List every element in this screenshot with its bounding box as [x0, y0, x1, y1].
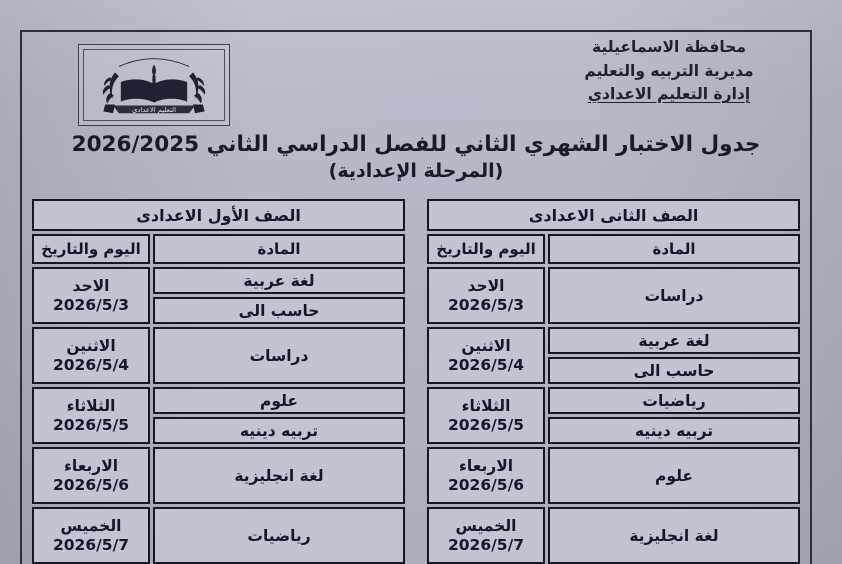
- subjects-column: [548, 267, 800, 324]
- subjects-column: [153, 387, 405, 444]
- date-number-label: 2026/5/4: [447, 356, 525, 374]
- subjects-column: [548, 507, 800, 564]
- table-row: [32, 447, 405, 504]
- page-title-main: جدول الاختبار الشهري الثاني للفصل الدراسي الثاني 2026/2025: [71, 132, 761, 157]
- subject-cell: حاسب الى: [153, 297, 405, 324]
- date-cell: [32, 447, 150, 504]
- education-emblem-book-torch-wreath: [78, 44, 230, 126]
- date-number-label: 2026/5/5: [447, 416, 525, 434]
- table-row: [427, 447, 800, 504]
- date-cell: [32, 507, 150, 564]
- table-row: [427, 327, 800, 384]
- date-cell: [32, 267, 150, 324]
- table-row: [427, 387, 800, 444]
- date-day-label: الاربعاء: [458, 456, 514, 475]
- column-header-date-2: اليوم والتاريخ: [427, 234, 545, 264]
- subject-cell: لغة انجليزية: [153, 447, 405, 504]
- date-day-label: الثلاثاء: [66, 396, 116, 415]
- date-cell: [32, 327, 150, 384]
- date-day-label: الخميس: [455, 516, 517, 535]
- date-day-label: الثلاثاء: [461, 396, 511, 415]
- date-cell: [427, 327, 545, 384]
- table-row: [32, 387, 405, 444]
- page-title-subtitle: (المرحلة الإعدادية): [328, 159, 504, 182]
- date-number-label: 2026/5/3: [447, 296, 525, 314]
- date-cell: [427, 267, 545, 324]
- schedule-table-grade-1: [32, 199, 405, 564]
- emblem-inner-frame: [83, 49, 225, 121]
- page-title: [20, 132, 812, 184]
- date-day-label: الاحد: [467, 276, 505, 295]
- subject-cell: رياضيات: [153, 507, 405, 564]
- office-line-directorate: مديرية التربيه والتعليم: [584, 61, 754, 80]
- subject-cell: دراسات: [153, 327, 405, 384]
- subjects-column: [548, 327, 800, 384]
- subject-cell: علوم: [548, 447, 800, 504]
- subject-cell: رياضيات: [548, 387, 800, 414]
- date-day-label: الاثنين: [66, 336, 116, 355]
- table-row: [32, 507, 405, 564]
- subjects-column: [153, 267, 405, 324]
- office-line-governorate: محافظة الاسماعيلية: [592, 38, 746, 56]
- date-number-label: 2026/5/4: [52, 356, 130, 374]
- subject-cell: علوم: [153, 387, 405, 414]
- date-number-label: 2026/5/6: [447, 476, 525, 494]
- date-cell: [427, 447, 545, 504]
- tables-divider: [413, 199, 419, 564]
- date-day-label: الاثنين: [461, 336, 511, 355]
- issuing-office-block: [544, 36, 794, 107]
- subject-cell: دراسات: [548, 267, 800, 324]
- subject-cell: لغة عربية: [153, 267, 405, 294]
- schedule-tables-container: [32, 199, 800, 564]
- subjects-column: [153, 507, 405, 564]
- column-header-date-1: اليوم والتاريخ: [32, 234, 150, 264]
- date-day-label: الاحد: [72, 276, 110, 295]
- subject-cell: تربيه دينيه: [153, 417, 405, 444]
- office-line-administration: إدارة التعليم الاعدادي: [587, 85, 751, 104]
- column-header-subject-1: المادة: [153, 234, 405, 264]
- subject-cell: تربيه دينيه: [548, 417, 800, 444]
- subjects-column: [153, 447, 405, 504]
- column-header-row-1: [32, 234, 405, 264]
- date-number-label: 2026/5/7: [447, 536, 525, 554]
- subjects-column: [548, 447, 800, 504]
- date-number-label: 2026/5/5: [52, 416, 130, 434]
- grade-title-1: الصف الأول الاعدادى: [32, 199, 405, 231]
- date-cell: [427, 507, 545, 564]
- table-row: [32, 327, 405, 384]
- table-row: [427, 507, 800, 564]
- subjects-column: [548, 387, 800, 444]
- emblem-caption: التعليم الاعدادى: [132, 105, 176, 114]
- date-day-label: الخميس: [60, 516, 122, 535]
- column-header-row-2: [427, 234, 800, 264]
- date-day-label: الاربعاء: [63, 456, 119, 475]
- grade-title-2: الصف الثانى الاعدادى: [427, 199, 800, 231]
- date-number-label: 2026/5/3: [52, 296, 130, 314]
- table-row: [427, 267, 800, 324]
- subject-cell: حاسب الى: [548, 357, 800, 384]
- subjects-column: [153, 327, 405, 384]
- date-cell: [427, 387, 545, 444]
- date-cell: [32, 387, 150, 444]
- schedule-table-grade-2: [427, 199, 800, 564]
- date-number-label: 2026/5/7: [52, 536, 130, 554]
- table-row: [32, 267, 405, 324]
- date-number-label: 2026/5/6: [52, 476, 130, 494]
- column-header-subject-2: المادة: [548, 234, 800, 264]
- document-header: [20, 30, 812, 148]
- subject-cell: لغة انجليزية: [548, 507, 800, 564]
- subject-cell: لغة عربية: [548, 327, 800, 354]
